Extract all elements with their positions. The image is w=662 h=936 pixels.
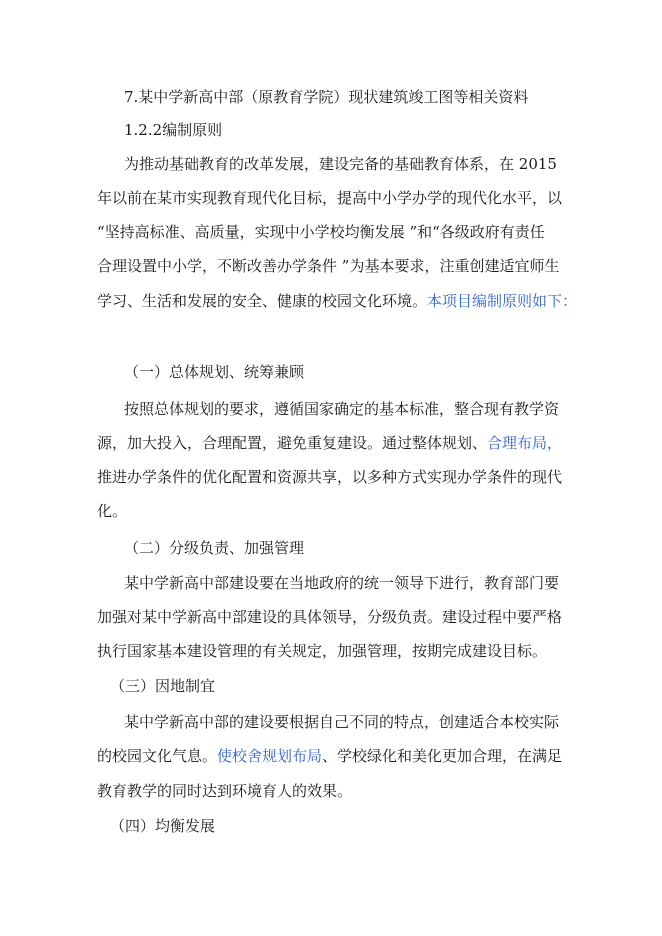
intro-line-5-text: 学习、生活和发展的安全、健康的校园文化环境。 bbox=[97, 292, 428, 310]
p3-line-2-text-a: 的校园文化气息。 bbox=[97, 747, 218, 765]
intro-line-5 bbox=[97, 290, 577, 312]
intro-line-1: 为推动基础教育的改革发展，建设完备的基础教育体系，在 2015 bbox=[124, 155, 557, 173]
p3-line-1: 某中学新高中部的建设要根据自己不同的特点，创建适合本校实际 bbox=[124, 713, 560, 731]
p1-line-2-text: 源，加大投入，合理配置，避免重复建设。通过整体规划、 bbox=[97, 434, 488, 452]
p3-line-2-text-c: 、学校绿化和美化更加合理，在满足 bbox=[322, 747, 563, 765]
p3-line-3: 教育教学的同时达到环境育人的效果。 bbox=[97, 782, 353, 800]
item-7-reference: 7.某中学新高中部（原教育学院）现状建筑竣工图等相关资料 bbox=[124, 88, 529, 106]
principles-link[interactable]: 本项目编制原则如下： bbox=[427, 292, 578, 310]
p1-line-3: 推进办学条件的优化配置和资源共享，以多种方式实现办学条件的现代 bbox=[97, 468, 563, 486]
p1-line-1: 按照总体规划的要求，遵循国家确定的基本标准，整合现有教学资 bbox=[124, 400, 560, 418]
heading-local-conditions: （三）因地制宜 bbox=[110, 677, 216, 695]
intro-line-2: 年以前在某市实现教育现代化目标，提高中小学办学的现代化水平，以 bbox=[97, 189, 563, 207]
p2-line-3: 执行国家基本建设管理的有关规定，加强管理，按期完成建设目标。 bbox=[97, 642, 548, 660]
layout-link[interactable]: 合理布局， bbox=[487, 434, 563, 452]
section-heading: 1.2.2编制原则 bbox=[124, 121, 223, 139]
p2-line-1: 某中学新高中部建设要在当地政府的统一领导下进行，教育部门要 bbox=[124, 574, 560, 592]
campus-planning-link[interactable]: 使校舍规划布局 bbox=[217, 747, 323, 765]
heading-graded-responsibility: （二）分级负责、加强管理 bbox=[124, 539, 305, 557]
p3-line-2 bbox=[97, 745, 562, 767]
p1-line-2 bbox=[97, 432, 562, 454]
p1-line-4: 化。 bbox=[97, 502, 128, 520]
p2-line-2: 加强对某中学新高中部建设的具体领导，分级负责。建设过程中要严格 bbox=[97, 608, 563, 626]
intro-line-3: “坚持高标准、高质量，实现中小学校均衡发展 ”和“各级政府有责任 bbox=[97, 223, 545, 241]
heading-balanced-development: （四）均衡发展 bbox=[110, 817, 216, 835]
intro-line-4: 合理设置中小学，不断改善办学条件 ”为基本要求，注重创建适宜师生 bbox=[97, 257, 560, 275]
heading-overall-planning: （一）总体规划、统筹兼顾 bbox=[124, 363, 305, 381]
